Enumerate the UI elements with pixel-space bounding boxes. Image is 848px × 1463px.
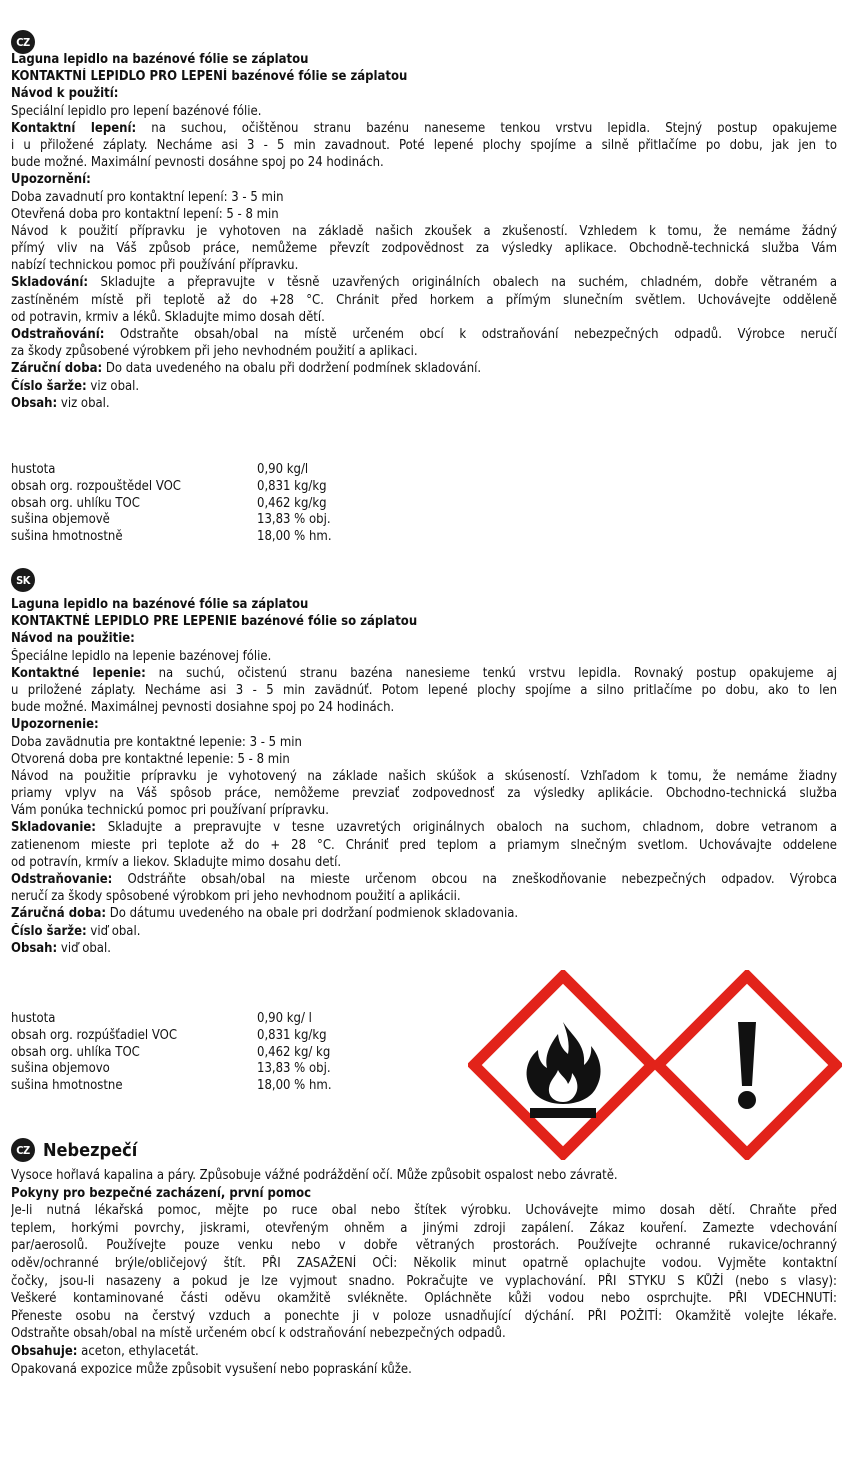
cz-content: Obsah: viz obal. bbox=[11, 395, 110, 411]
cz-usage-text: Speciální lepidlo pro lepení bazénové fólie. bbox=[11, 103, 262, 119]
sk-storage-line-3: od potravín, krmív a liekov. Skladujte mimo dosahu detí. bbox=[11, 854, 342, 870]
sk-storage-line-2: zatienenom mieste pri teplote až do + 28 °C. Chrániť pred teplom a priamym slnečným svetlom. Uchovávajte oddelene bbox=[11, 837, 837, 853]
cz-warning-line-2: Otevřená doba pro kontaktní lepení: 5 - 8 min bbox=[11, 206, 279, 222]
signal-word: Nebezpečí bbox=[43, 1139, 138, 1161]
sk-warning-line-2: Otvorená doba pre kontaktné lepenie: 5 - 8 min bbox=[11, 751, 290, 767]
sk-warning-line-5: Vám ponúka technickú pomoc pri používaní prípravku. bbox=[11, 803, 329, 819]
cz-language-badge: CZ bbox=[11, 30, 35, 54]
cz-warning-line-1: Doba zavadnutí pro kontaktní lepení: 3 - 5 min bbox=[11, 189, 284, 205]
hazard-header bbox=[11, 1138, 137, 1162]
cz-disposal-line-2: za škody způsobené výrobkem při jeho nevhodném použití a aplikaci. bbox=[11, 344, 418, 360]
cz-warning-line-4: přímý vliv na Váš způsob práce, nemůžeme převzít zodpovědnost za výsledky aplikace. Obchodně-technická služba Vám bbox=[11, 241, 837, 257]
cz-properties-table bbox=[11, 462, 332, 546]
precaution-line-3: par/aerosolů. Používejte pouze venku nebo v dobře větraných prostorách. Používejte ochranné rukavice/ochranný bbox=[11, 1238, 837, 1254]
property-row: obsah org. uhlíku TOC 0,462 kg/kg bbox=[11, 495, 327, 511]
sk-product-subtitle: KONTAKTNÉ LEPIDLO PRE LEPENIE bazénové fólie so záplatou bbox=[11, 614, 418, 630]
contains: Obsahuje: aceton, ethylacetát. bbox=[11, 1343, 199, 1359]
sk-properties-table bbox=[11, 1011, 332, 1095]
cz-disposal-line-1: Odstraňování: Odstraňte obsah/obal na místě určeném obcí k odstraňování nebezpečných odpadů. Výrobce neručí bbox=[11, 327, 837, 342]
sk-disposal-line-2: neručí za škody spôsobené výrobkom pri jeho nevhodnom použití a aplikácii. bbox=[11, 889, 461, 905]
cz-contact-line-3: bude možné. Maximální pevnosti dosáhne spoj po 24 hodinách. bbox=[11, 155, 384, 171]
cz-product-subtitle: KONTAKTNÍ LEPIDLO PRO LEPENÍ bazénové fólie se záplatou bbox=[11, 69, 408, 85]
precaution-line-6: Veškeré kontaminované části oděvu okamžitě svlékněte. Opláchněte kůži vodou nebo osprchujte. PŘI VDECHNUTÍ: bbox=[11, 1291, 837, 1307]
sk-storage-line-1: Skladovanie: Skladujte a prepravujte v tesne uzavretých originálnych obaloch na suchom, chladnom, dobre vetranom a bbox=[11, 820, 837, 836]
hazard-language-badge: CZ bbox=[11, 1138, 35, 1162]
precaution-line-5: čočky, jsou-li nasazeny a pokud je lze vyjmout snadno. Pokračujte ve vyplachování. PŘI STYKU S KŮŽÍ (nebo s vlasy): bbox=[11, 1273, 837, 1289]
property-row: sušina objemově 13,83 % obj. bbox=[11, 512, 331, 528]
ghs-flame-pictogram bbox=[468, 970, 658, 1160]
precaution-line-4: oděv/ochranné brýle/obličejový štít. PŘI ZASAŽENÍ OČÍ: Několik minut opatrně oplachujte vodou. Vyjměte kontaktní bbox=[11, 1255, 837, 1271]
precaution-line-8: Odstraňte obsah/obal na místě určeném obcí k odstraňování nebezpečných odpadů. bbox=[11, 1326, 506, 1342]
property-row: hustota 0,90 kg/ l bbox=[11, 1011, 312, 1026]
property-row: obsah org. rozpúšťadiel VOC 0,831 kg/kg bbox=[11, 1027, 327, 1043]
cz-section bbox=[11, 51, 837, 412]
precaution-line-2: teplem, horkými povrchy, jiskrami, otevřeným ohněm a jinými zdroji zapálení. Zákaz kouření. Zamezte vdechování bbox=[11, 1220, 837, 1236]
cz-warranty: Záruční doba: Do data uvedeného na obalu při dodržení podmínek skladování. bbox=[11, 361, 482, 377]
ghs-exclamation-pictogram bbox=[652, 970, 842, 1160]
property-row: sušina hmotnostně 18,00 % hm. bbox=[11, 529, 332, 545]
cz-contact-line-2: i u přiložené záplaty. Necháme asi 3 - 5 min zavadnout. Poté lepené plochy spojíme a silně přitlačíme po dobu, jak jen to bbox=[11, 137, 837, 153]
sk-product-title: Laguna lepidlo na bazénové fólie sa záplatou bbox=[11, 597, 309, 612]
sk-usage-heading: Návod na použitie: bbox=[11, 631, 135, 647]
cz-storage-line-2: zastíněném místě při teplotě až do +28 °C. Chránit před horkem a přímým slunečním světlem. Uchovávejte odděleně bbox=[11, 292, 837, 308]
sk-warning-line-4: priamy vplyv na Váš spôsob práce, nemôžeme prevziať zodpovednosť za výsledky aplikácie. Obchodno-technická služba bbox=[11, 786, 837, 802]
property-row: sušina objemovo 13,83 % obj. bbox=[11, 1061, 331, 1077]
property-row: obsah org. uhlíka TOC 0,462 kg/ kg bbox=[11, 1044, 331, 1060]
precaution-line-7: Přeneste osobu na čerstvý vzduch a ponechte ji v poloze usnadňující dýchání. PŘI POŽITÍ: Okamžitě volejte lékaře. bbox=[11, 1308, 837, 1324]
cz-warning-line-3: Návod k použití přípravku je vyhotoven na základě našich zkoušek a zkušeností. Vzhledem k tomu, že nemáme žádný bbox=[11, 223, 837, 239]
cz-warning-line-5: nabízí technickou pomoc při používání přípravku. bbox=[11, 258, 299, 274]
sk-usage-text: Špeciálne lepidlo na lepenie bazénovej fólie. bbox=[11, 648, 272, 664]
property-row: obsah org. rozpouštědel VOC 0,831 kg/kg bbox=[11, 478, 327, 494]
hazard-section bbox=[11, 1167, 837, 1378]
cz-product-title: Laguna lepidlo na bazénové fólie se záplatou bbox=[11, 52, 309, 67]
cz-contact-line-1: Kontaktní lepení: na suchou, očištěnou stranu bazénu naneseme tenkou vrstvu lepidla. Stejný postup opakujeme bbox=[11, 120, 837, 136]
precaution-line-1: Je-li nutná lékařská pomoc, mějte po ruce obal nebo štítek výrobku. Uchovávejte mimo dosah dětí. Chraňte před bbox=[11, 1203, 837, 1219]
sk-warranty: Záručná doba: Do dátumu uvedeného na obale pri dodržaní podmienok skladovania. bbox=[11, 906, 519, 922]
sk-warning-heading: Upozornenie: bbox=[11, 717, 99, 733]
sk-contact-line-2: u priložené záplaty. Necháme asi 3 - 5 min zavädnúť. Potom lepené plochy spojíme a silno pritlačíme po dobu, ako to len bbox=[11, 682, 837, 698]
precautions-heading: Pokyny pro bezpečné zacházení, první pomoc bbox=[11, 1185, 312, 1201]
euh-statement: Opakovaná expozice může způsobit vysušení nebo popraskání kůže. bbox=[11, 1361, 412, 1377]
hazard-statements: Vysoce hořlavá kapalina a páry. Způsobuje vážné podráždění očí. Může způsobit ospalost nebo závratě. bbox=[11, 1168, 618, 1183]
cz-storage-line-1: Skladování: Skladujte a přepravujte v těsně uzavřených originálních obalech na suchém, chladném, dobře větraném a bbox=[11, 275, 837, 291]
sk-warning-line-1: Doba zavädnutia pre kontaktné lepenie: 3 - 5 min bbox=[11, 734, 302, 750]
sk-section bbox=[11, 596, 837, 957]
cz-usage-heading: Návod k použití: bbox=[11, 86, 119, 102]
sk-contact-line-3: bude možné. Maximálnej pevnosti dosiahne spoj po 24 hodinách. bbox=[11, 700, 395, 716]
sk-batch: Číslo šarže: viď obal. bbox=[11, 923, 141, 939]
sk-contact-line-1: Kontaktné lepenie: na suchú, očistenú stranu bazéna nanesieme tenkú vrstvu lepidla. Rovnaký postup opakujeme aj bbox=[11, 665, 837, 681]
sk-disposal-line-1: Odstraňovanie: Odstráňte obsah/obal na mieste určenom obcou na zneškodňovanie nebezpečných odpadov. Výrobca bbox=[11, 872, 837, 887]
sk-language-badge: SK bbox=[11, 568, 35, 592]
property-row: hustota 0,90 kg/l bbox=[11, 462, 309, 477]
cz-warning-heading: Upozornění: bbox=[11, 172, 91, 188]
cz-batch: Číslo šarže: viz obal. bbox=[11, 378, 140, 394]
property-row: sušina hmotnostne 18,00 % hm. bbox=[11, 1078, 332, 1094]
sk-content: Obsah: viď obal. bbox=[11, 940, 111, 956]
cz-storage-line-3: od potravin, krmiv a léků. Skladujte mimo dosah dětí. bbox=[11, 309, 325, 325]
sk-warning-line-3: Návod na použitie prípravku je vyhotovený na základe našich skúšok a skúseností. Vzhľadom k tomu, že nemáme žiadny bbox=[11, 768, 837, 784]
